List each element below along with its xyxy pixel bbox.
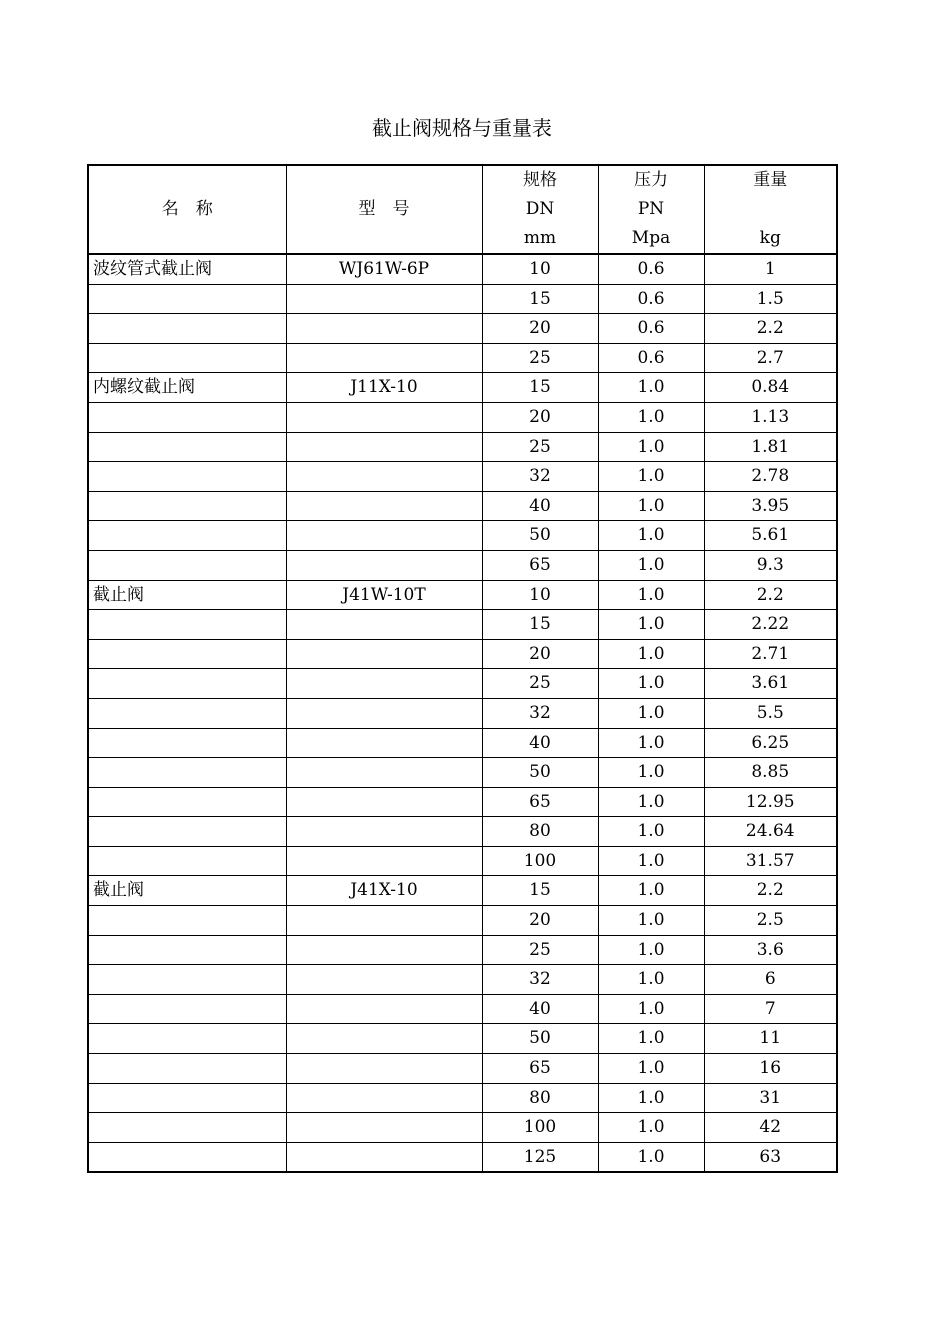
cell-name — [88, 521, 286, 551]
table-row — [88, 965, 837, 995]
cell-weight: 7 — [704, 994, 837, 1024]
header-model: 型 号 — [286, 165, 482, 254]
table-row — [88, 491, 837, 521]
cell-name — [88, 787, 286, 817]
cell-pn: 1.0 — [598, 610, 704, 640]
cell-pn: 0.6 — [598, 314, 704, 344]
cell-weight: 6.25 — [704, 728, 837, 758]
cell-pn: 1.0 — [598, 580, 704, 610]
cell-model — [286, 284, 482, 314]
cell-dn: 40 — [482, 728, 598, 758]
cell-pn: 1.0 — [598, 550, 704, 580]
header-weight: 重量 — [704, 165, 837, 195]
cell-name — [88, 817, 286, 847]
cell-weight: 2.7 — [704, 343, 837, 373]
cell-pn: 1.0 — [598, 1083, 704, 1113]
table-row — [88, 1024, 837, 1054]
cell-name: 截止阀 — [88, 876, 286, 906]
cell-name — [88, 728, 286, 758]
cell-name — [88, 550, 286, 580]
cell-dn: 15 — [482, 373, 598, 403]
cell-weight: 8.85 — [704, 758, 837, 788]
cell-dn: 125 — [482, 1142, 598, 1172]
cell-weight: 12.95 — [704, 787, 837, 817]
table-row — [88, 876, 837, 906]
cell-name — [88, 1142, 286, 1172]
table-row — [88, 314, 837, 344]
cell-weight: 16 — [704, 1054, 837, 1084]
cell-weight: 3.61 — [704, 669, 837, 699]
cell-pn: 1.0 — [598, 639, 704, 669]
cell-dn: 25 — [482, 935, 598, 965]
cell-weight: 2.2 — [704, 580, 837, 610]
cell-dn: 25 — [482, 343, 598, 373]
cell-weight: 2.71 — [704, 639, 837, 669]
header-pressure-unit: Mpa — [598, 224, 704, 254]
cell-pn: 1.0 — [598, 521, 704, 551]
table-row — [88, 521, 837, 551]
cell-dn: 20 — [482, 402, 598, 432]
cell-model — [286, 906, 482, 936]
table-row — [88, 284, 837, 314]
cell-model — [286, 550, 482, 580]
cell-name — [88, 994, 286, 1024]
cell-pn: 1.0 — [598, 758, 704, 788]
cell-dn: 20 — [482, 639, 598, 669]
cell-pn: 1.0 — [598, 965, 704, 995]
cell-pn: 1.0 — [598, 373, 704, 403]
cell-name: 波纹管式截止阀 — [88, 254, 286, 284]
table-row — [88, 728, 837, 758]
table-row — [88, 610, 837, 640]
cell-weight: 2.2 — [704, 314, 837, 344]
cell-name — [88, 639, 286, 669]
cell-model — [286, 610, 482, 640]
table-row — [88, 906, 837, 936]
cell-weight: 2.5 — [704, 906, 837, 936]
cell-name — [88, 1083, 286, 1113]
header-weight-blank — [704, 195, 837, 224]
cell-name — [88, 906, 286, 936]
table-body — [88, 254, 837, 1172]
table-row — [88, 462, 837, 492]
cell-weight: 24.64 — [704, 817, 837, 847]
header-spec-dn: DN — [482, 195, 598, 224]
cell-dn: 10 — [482, 254, 598, 284]
cell-name — [88, 1054, 286, 1084]
cell-model — [286, 1113, 482, 1143]
cell-weight: 1.5 — [704, 284, 837, 314]
table-row — [88, 1142, 837, 1172]
cell-model — [286, 994, 482, 1024]
header-pressure: 压力 — [598, 165, 704, 195]
cell-pn: 0.6 — [598, 284, 704, 314]
cell-dn: 80 — [482, 817, 598, 847]
cell-dn: 20 — [482, 314, 598, 344]
table-row — [88, 432, 837, 462]
cell-name — [88, 1113, 286, 1143]
cell-pn: 1.0 — [598, 698, 704, 728]
cell-model — [286, 639, 482, 669]
cell-weight: 2.2 — [704, 876, 837, 906]
cell-model — [286, 728, 482, 758]
cell-dn: 80 — [482, 1083, 598, 1113]
cell-name — [88, 462, 286, 492]
cell-model — [286, 491, 482, 521]
cell-dn: 10 — [482, 580, 598, 610]
cell-name — [88, 610, 286, 640]
cell-pn: 1.0 — [598, 876, 704, 906]
cell-pn: 1.0 — [598, 994, 704, 1024]
cell-weight: 3.6 — [704, 935, 837, 965]
table-row — [88, 994, 837, 1024]
table-row — [88, 935, 837, 965]
cell-dn: 65 — [482, 787, 598, 817]
cell-name — [88, 314, 286, 344]
header-weight-unit: kg — [704, 224, 837, 254]
cell-model — [286, 402, 482, 432]
cell-pn: 1.0 — [598, 846, 704, 876]
table-row — [88, 580, 837, 610]
cell-weight: 42 — [704, 1113, 837, 1143]
cell-dn: 32 — [482, 462, 598, 492]
cell-pn: 1.0 — [598, 906, 704, 936]
table-row — [88, 758, 837, 788]
cell-dn: 20 — [482, 906, 598, 936]
cell-dn: 100 — [482, 1113, 598, 1143]
table-header — [88, 165, 837, 254]
cell-weight: 1 — [704, 254, 837, 284]
cell-dn: 25 — [482, 669, 598, 699]
cell-pn: 1.0 — [598, 728, 704, 758]
table-row — [88, 402, 837, 432]
cell-name — [88, 965, 286, 995]
cell-weight: 5.61 — [704, 521, 837, 551]
header-spec: 规格 — [482, 165, 598, 195]
cell-pn: 1.0 — [598, 402, 704, 432]
cell-name — [88, 698, 286, 728]
table-row — [88, 373, 837, 403]
cell-pn: 1.0 — [598, 491, 704, 521]
cell-name — [88, 343, 286, 373]
header-pressure-pn: PN — [598, 195, 704, 224]
cell-dn: 65 — [482, 1054, 598, 1084]
cell-pn: 1.0 — [598, 1024, 704, 1054]
cell-model — [286, 817, 482, 847]
cell-model — [286, 846, 482, 876]
cell-model — [286, 758, 482, 788]
cell-name — [88, 432, 286, 462]
cell-model — [286, 1142, 482, 1172]
cell-model — [286, 787, 482, 817]
cell-dn: 40 — [482, 491, 598, 521]
cell-model — [286, 1054, 482, 1084]
cell-model — [286, 462, 482, 492]
cell-weight: 9.3 — [704, 550, 837, 580]
cell-dn: 15 — [482, 284, 598, 314]
cell-pn: 1.0 — [598, 669, 704, 699]
cell-pn: 1.0 — [598, 787, 704, 817]
table-row — [88, 1083, 837, 1113]
cell-name — [88, 935, 286, 965]
page-title: 截止阀规格与重量表 — [372, 116, 552, 140]
table-row — [88, 254, 837, 284]
header-name: 名 称 — [88, 165, 286, 254]
cell-dn: 32 — [482, 965, 598, 995]
table-row — [88, 1113, 837, 1143]
cell-pn: 1.0 — [598, 1054, 704, 1084]
cell-weight: 63 — [704, 1142, 837, 1172]
cell-pn: 0.6 — [598, 254, 704, 284]
cell-pn: 1.0 — [598, 935, 704, 965]
cell-model: WJ61W-6P — [286, 254, 482, 284]
table-row — [88, 639, 837, 669]
cell-model: J41W-10T — [286, 580, 482, 610]
cell-name: 内螺纹截止阀 — [88, 373, 286, 403]
cell-model: J41X-10 — [286, 876, 482, 906]
cell-name — [88, 846, 286, 876]
cell-model — [286, 343, 482, 373]
cell-model — [286, 1024, 482, 1054]
header-spec-unit: mm — [482, 224, 598, 254]
table-row — [88, 846, 837, 876]
cell-model — [286, 698, 482, 728]
cell-weight: 1.13 — [704, 402, 837, 432]
cell-pn: 1.0 — [598, 462, 704, 492]
table-row — [88, 669, 837, 699]
cell-model — [286, 1083, 482, 1113]
cell-name — [88, 491, 286, 521]
cell-model — [286, 314, 482, 344]
cell-weight: 0.84 — [704, 373, 837, 403]
cell-model — [286, 935, 482, 965]
cell-name — [88, 758, 286, 788]
cell-name: 截止阀 — [88, 580, 286, 610]
cell-model — [286, 669, 482, 699]
cell-model — [286, 521, 482, 551]
cell-weight: 11 — [704, 1024, 837, 1054]
cell-dn: 100 — [482, 846, 598, 876]
cell-dn: 40 — [482, 994, 598, 1024]
table-row — [88, 817, 837, 847]
cell-dn: 32 — [482, 698, 598, 728]
cell-dn: 50 — [482, 758, 598, 788]
cell-weight: 5.5 — [704, 698, 837, 728]
cell-weight: 2.78 — [704, 462, 837, 492]
cell-name — [88, 284, 286, 314]
cell-name — [88, 669, 286, 699]
cell-weight: 1.81 — [704, 432, 837, 462]
cell-name — [88, 1024, 286, 1054]
cell-pn: 1.0 — [598, 817, 704, 847]
cell-dn: 25 — [482, 432, 598, 462]
cell-pn: 0.6 — [598, 343, 704, 373]
cell-dn: 50 — [482, 521, 598, 551]
cell-pn: 1.0 — [598, 432, 704, 462]
cell-pn: 1.0 — [598, 1142, 704, 1172]
table-row — [88, 550, 837, 580]
table-row — [88, 1054, 837, 1084]
table-row — [88, 787, 837, 817]
cell-dn: 15 — [482, 876, 598, 906]
table-row — [88, 343, 837, 373]
cell-model: J11X-10 — [286, 373, 482, 403]
cell-dn: 65 — [482, 550, 598, 580]
cell-dn: 15 — [482, 610, 598, 640]
cell-model — [286, 965, 482, 995]
cell-weight: 6 — [704, 965, 837, 995]
cell-dn: 50 — [482, 1024, 598, 1054]
cell-weight: 3.95 — [704, 491, 837, 521]
cell-weight: 31.57 — [704, 846, 837, 876]
cell-pn: 1.0 — [598, 1113, 704, 1143]
spec-weight-table — [87, 164, 838, 1173]
table-row — [88, 698, 837, 728]
cell-name — [88, 402, 286, 432]
cell-weight: 31 — [704, 1083, 837, 1113]
cell-weight: 2.22 — [704, 610, 837, 640]
cell-model — [286, 432, 482, 462]
